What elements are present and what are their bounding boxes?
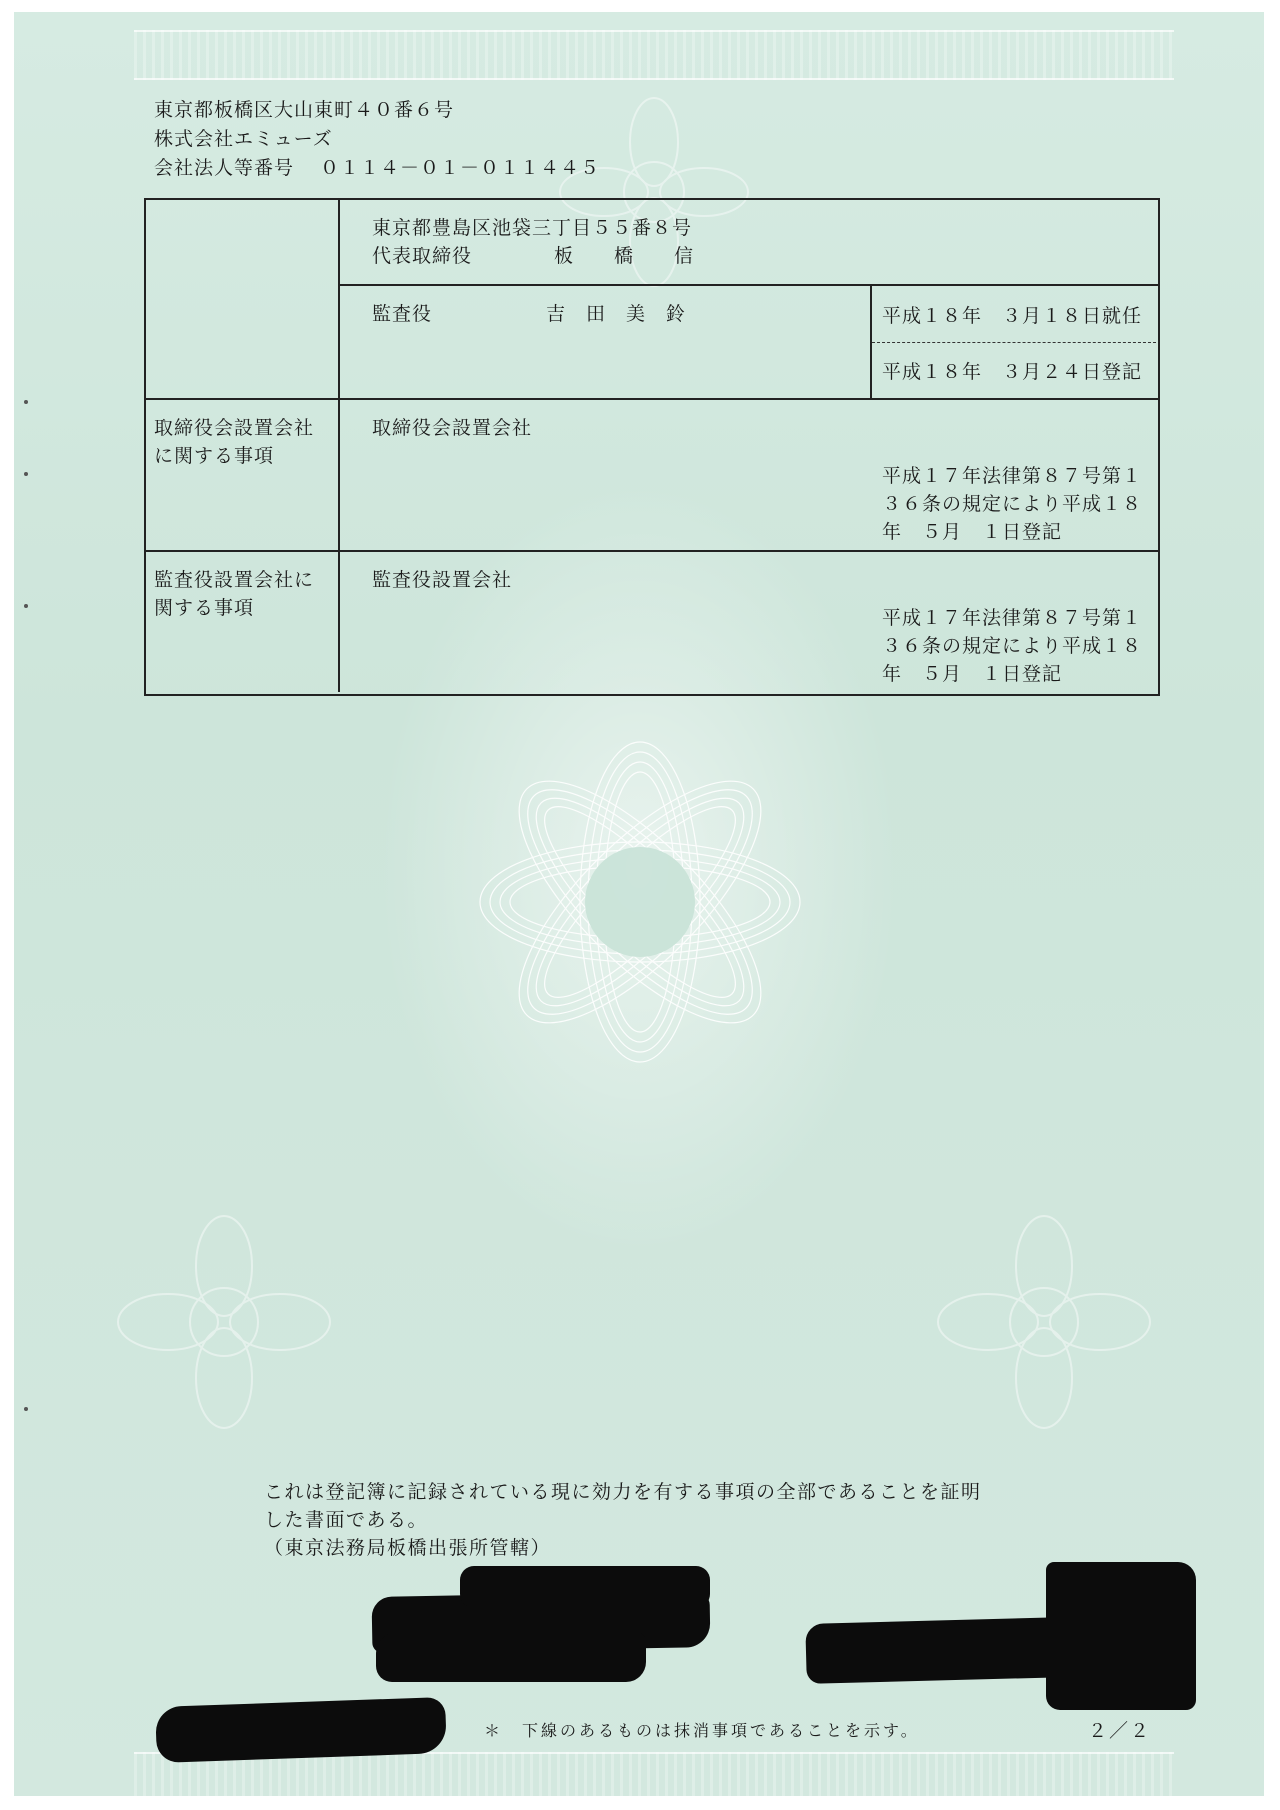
company-address: 東京都板橋区大山東町４０番６号 bbox=[154, 99, 455, 121]
auditor-title: 監査役 bbox=[372, 303, 433, 325]
chrysanthemum-watermark-left bbox=[104, 1202, 344, 1442]
edge-mark bbox=[24, 400, 28, 404]
auditor-registered-date: 平成１８年 ３月２４日登記 bbox=[882, 361, 1143, 383]
board-section-note-line3: 年 ５月 １日登記 bbox=[882, 521, 1063, 543]
certification-line2: した書面である。 bbox=[264, 1509, 429, 1531]
guilloche-rosette-watermark bbox=[450, 712, 830, 1092]
representative-address: 東京都豊島区池袋三丁目５５番８号 bbox=[372, 217, 693, 239]
auditor-appointed-date: 平成１８年 ３月１８日就任 bbox=[882, 305, 1143, 327]
auditor-section-label-line2: 関する事項 bbox=[154, 597, 255, 619]
seal-redaction bbox=[1046, 1562, 1196, 1710]
corporate-number-row bbox=[154, 154, 600, 183]
certification-line3: （東京法務局板橋出張所管轄） bbox=[264, 1537, 552, 1559]
bottom-security-band bbox=[134, 1752, 1174, 1796]
board-section-value: 取締役会設置会社 bbox=[372, 417, 533, 439]
board-section-note-line2: ３６条の規定により平成１８ bbox=[882, 493, 1143, 515]
row-divider bbox=[146, 550, 1158, 552]
row-divider bbox=[146, 398, 1158, 400]
company-header bbox=[154, 96, 600, 183]
edge-mark bbox=[24, 604, 28, 608]
auditor-section-value: 監査役設置会社 bbox=[372, 569, 513, 591]
redaction-mark bbox=[155, 1697, 447, 1763]
auditor-section-note-line3: 年 ５月 １日登記 bbox=[882, 663, 1063, 685]
page-number: ２／２ bbox=[1088, 1720, 1152, 1742]
representative-title: 代表取締役 bbox=[372, 245, 473, 267]
edge-mark bbox=[24, 1407, 28, 1411]
auditor-name: 吉 田 美 鈴 bbox=[546, 303, 687, 325]
chrysanthemum-watermark-right bbox=[924, 1202, 1164, 1442]
auditor-section-note-line1: 平成１７年法律第８７号第１ bbox=[882, 607, 1143, 629]
row-divider bbox=[338, 284, 1158, 286]
board-section-note-line1: 平成１７年法律第８７号第１ bbox=[882, 465, 1143, 487]
footer-note: ＊ 下線のあるものは抹消事項であることを示す。 bbox=[484, 1721, 920, 1740]
corporate-number-label: 会社法人等番号 bbox=[154, 157, 295, 179]
edge-mark bbox=[24, 472, 28, 476]
board-section-label-line2: に関する事項 bbox=[154, 445, 275, 467]
redaction-mark bbox=[460, 1566, 710, 1608]
representative-name: 板 橋 信 bbox=[554, 245, 695, 267]
date-dashed-divider bbox=[872, 342, 1156, 343]
auditor-section-note-line2: ３６条の規定により平成１８ bbox=[882, 635, 1143, 657]
date-column-divider bbox=[870, 284, 872, 398]
corporate-number-value: ０１１４－０１－０１１４４５ bbox=[320, 157, 601, 179]
certification-statement bbox=[264, 1478, 982, 1562]
auditor-section-label-line1: 監査役設置会社に bbox=[154, 569, 315, 591]
board-section-label-line1: 取締役会設置会社 bbox=[154, 417, 315, 439]
certification-line1: これは登記簿に記録されている現に効力を有する事項の全部であることを証明 bbox=[264, 1481, 982, 1503]
redaction-mark bbox=[376, 1632, 646, 1682]
column-divider bbox=[338, 200, 340, 692]
registration-table bbox=[144, 198, 1160, 696]
company-name: 株式会社エミューズ bbox=[154, 128, 333, 150]
